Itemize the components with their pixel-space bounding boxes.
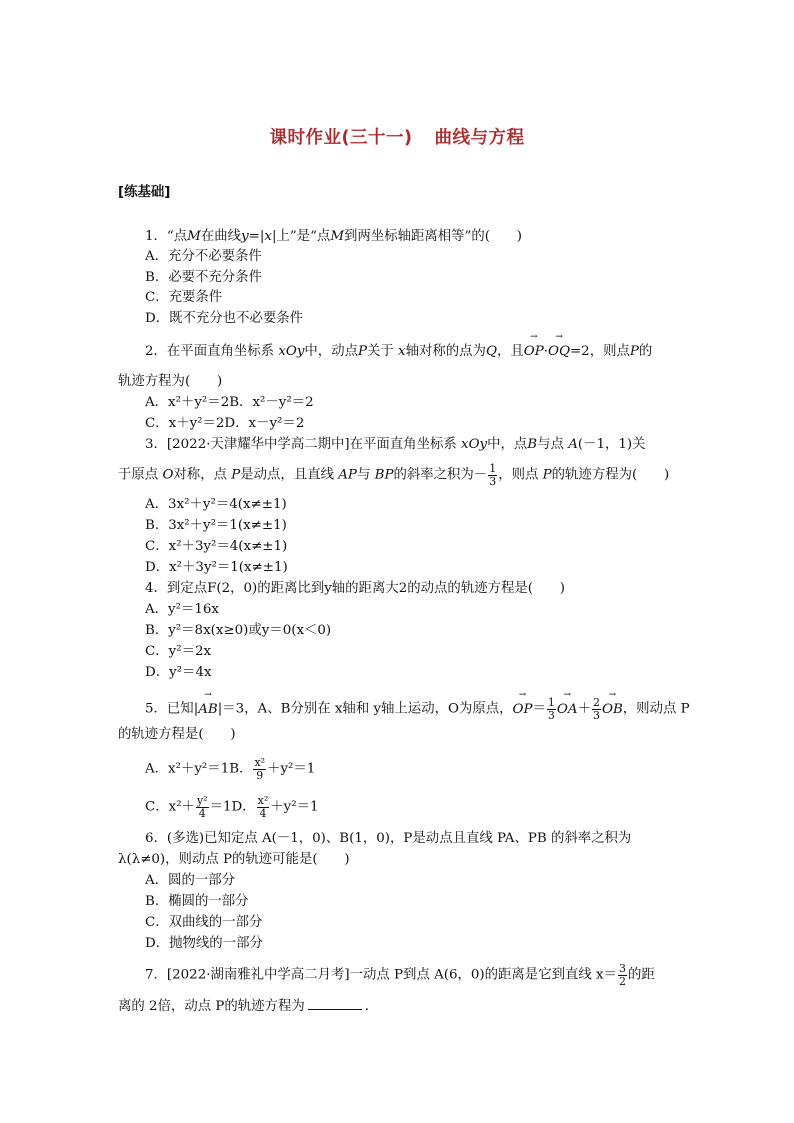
page-title [0,124,794,149]
question-1-option-b: B．必要不充分条件 [145,270,262,285]
question-6-option-c: C．双曲线的一部分 [145,915,263,930]
question-1-stem: 1．“点M在曲线y=|x|上”是“点M到两坐标轴距离相等”的( ) [145,229,523,244]
question-3-option-a: A．3x²＋y²＝4(x≠±1) [145,497,287,512]
question-7-stem-line2: 离的 2倍，动点 P的轨迹方程为 ． [118,999,379,1014]
question-6-option-a: A．圆的一部分 [145,873,236,888]
question-4-option-b: B．y²＝8x(x≥0)或y＝0(x＜0) [145,623,332,638]
fraction: $\frac{\text{y²}}{4}$ [196,794,208,820]
title-sub: 曲线与方程 [434,128,525,148]
question-1-option-a: A．充分不必要条件 [145,249,262,264]
question-6-stem-line2: λ(λ≠0)，则动点 P的轨迹可能是( ) [118,852,350,867]
question-3-stem-line2: 于原点 O对称，点 P是动点，且直线 AP与 BP的斜率之积为－ $\frac{1}{3}$ ，则点 P的轨迹方程为( ) [118,462,670,488]
question-2-options-ab: A．x²＋y²＝2B．x²－y²＝2 [145,395,314,410]
fraction: $\frac{\text{x²}}{4}$ [257,794,269,820]
question-2-stem-line2: 轨迹方程为( ) [118,374,223,389]
question-3-option-b: B．3x²＋y²＝1(x≠±1) [145,518,287,533]
question-6-stem: 6．(多选)已知定点 A(－1，0)、B(1，0)，P是动点且直线 PA、PB 的斜率之积为 [145,831,632,846]
question-4-option-d: D．y²＝4x [145,665,212,680]
question-1-option-c: C．充要条件 [145,290,223,305]
fraction: $\frac{3}{2}$ [618,962,626,988]
answer-blank[interactable] [308,1009,362,1010]
title-main: 课时作业(三十一) [269,128,413,148]
fraction: $\frac{\text{x²}}{9}$ [254,756,266,782]
question-4-option-c: C．y²＝2x [145,644,212,659]
question-3-stem: 3．[2022·天津耀华中学高二期中]在平面直角坐标系 xOy中，点B与点 A(－1，1)关 [145,437,646,452]
question-3-option-c: C．x²＋3y²＝4(x≠±1) [145,539,288,554]
question-7-stem: 7．[2022·湖南雅礼中学高二月考]一动点 P到点 A(6，0)的距离是它到直线 x＝ $\frac{3}{2}$ 的距 [145,962,655,988]
question-3-option-d: D．x²＋3y²＝1(x≠±1) [145,560,288,575]
question-6-option-b: B．椭圆的一部分 [145,894,249,909]
question-2-options-cd: C．x＋y²＝2D．x－y²＝2 [145,416,305,431]
question-5-stem: 5．已知|→ AB|＝3，A、B分别在 x轴和 y轴上运动，O为原点，→ OP＝ $\frac{1}{3}$ → OA＋ $\frac{2}{3}$ → OB，则动点 P [145,697,690,721]
question-4-stem: 4．到定点F(2，0)的距离比到y轴的距离大2的动点的轨迹方程是( ) [145,581,565,596]
question-2-stem: 2．在平面直角坐标系 xOy中，动点P关于 x轴对称的点为Q，且→ OP·→ OQ=2，则点P的 [145,344,652,360]
question-5-stem-line2: 的轨迹方程是( ) [118,727,236,742]
question-4-option-a: A．y²＝16x [145,602,219,617]
fraction: $\frac{1}{3}$ [547,696,555,722]
fraction: $\frac{1}{3}$ [489,462,497,488]
question-5-options-cd: C．x²＋ $\frac{\text{y²}}{4}$ ＝1D． $\frac{\text{x²}}{4}$ ＋y²＝1 [145,794,319,820]
section-label: [练基础] [118,185,171,200]
fraction: $\frac{2}{3}$ [592,696,600,722]
question-5-options-ab: A．x²＋y²＝1B． $\frac{\text{x²}}{9}$ ＋y²＝1 [145,756,316,782]
question-1-option-d: D．既不充分也不必要条件 [145,311,304,326]
question-6-option-d: D．抛物线的一部分 [145,936,263,951]
